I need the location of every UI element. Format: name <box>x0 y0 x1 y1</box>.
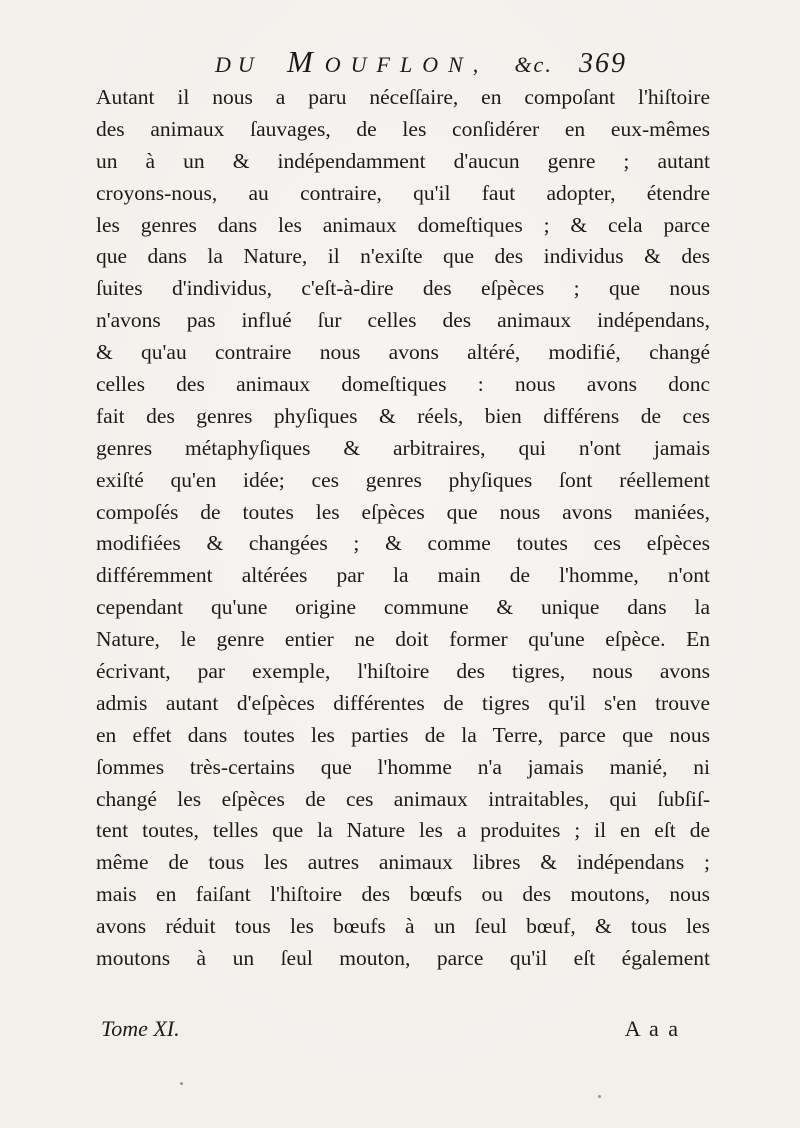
text-line: tent toutes, telles que la Nature les a produites ; il en eſt de <box>96 818 710 843</box>
text-line: fait des genres phyſiques & réels, bien différens de ces <box>96 403 710 428</box>
text-line: exiſté qu'en idée; ces genres phyſiques ſont réellement <box>96 467 710 492</box>
text-line: moutons à un ſeul mouton, parce qu'il eſt également <box>96 946 710 971</box>
text-line: ſuites d'individus, c'eſt-à-dire des eſpèces ; que nous <box>96 276 710 301</box>
text-line: différemment altérées par la main de l'homme, n'ont <box>96 563 710 588</box>
running-head-title-initial: M <box>286 44 325 79</box>
text-line: en effet dans toutes les parties de la Terre, parce que nous <box>96 722 710 747</box>
text-line: cependant qu'une origine commune & unique dans la <box>96 595 710 620</box>
running-head-title-rest: OUFLON, <box>324 52 489 77</box>
running-head <box>215 44 627 84</box>
text-line: avons réduit tous les bœufs à un ſeul bœuf, & tous les <box>96 914 710 939</box>
text-line: Nature, le genre entier ne doit former qu'une eſpèce. En <box>96 627 710 652</box>
text-line: modifiées & changées ; & comme toutes ces eſpèces <box>96 531 710 556</box>
text-line: que dans la Nature, il n'exiſte que des individus & des <box>96 244 710 269</box>
text-line: des animaux ſauvages, de les conſidérer en eux-mêmes <box>96 116 710 141</box>
text-line: celles des animaux domeſtiques : nous avons donc <box>96 372 710 397</box>
text-line: un à un & indépendamment d'aucun genre ; autant <box>96 148 710 173</box>
text-line: changé les eſpèces de ces animaux intraitables, qui ſubſiſ- <box>96 786 710 811</box>
text-line: écrivant, par exemple, l'hiſtoire des tigres, nous avons <box>96 659 710 684</box>
page-footer <box>101 1016 680 1042</box>
text-line: admis autant d'eſpèces différentes de tigres qu'il s'en trouve <box>96 690 710 715</box>
page-number: 369 <box>578 48 627 79</box>
text-line: n'avons pas influé ſur celles des animaux indépendans, <box>96 308 710 333</box>
signature-mark: A a a <box>624 1016 680 1041</box>
running-head-du: DU <box>215 52 261 77</box>
text-line: croyons-nous, au contraire, qu'il faut adopter, étendre <box>96 180 710 205</box>
paper-speck <box>598 1095 601 1098</box>
text-line: les genres dans les animaux domeſtiques ; & cela parce <box>96 212 710 237</box>
volume-label: Tome XI. <box>101 1016 180 1041</box>
running-head-title <box>287 44 488 80</box>
text-line: ſommes très-certains que l'homme n'a jamais manié, ni <box>96 754 710 779</box>
text-line: compoſés de toutes les eſpèces que nous avons maniées, <box>96 499 710 524</box>
paper-speck <box>180 1082 183 1085</box>
running-head-etc: &c. <box>514 52 553 77</box>
text-line: genres métaphyſiques & arbitraires, qui n'ont jamais <box>96 435 710 460</box>
text-line: & qu'au contraire nous avons altéré, modifié, changé <box>96 340 710 365</box>
text-line: même de tous les autres animaux libres & indépendans ; <box>96 850 710 875</box>
body-text <box>96 82 710 975</box>
text-line: Autant il nous a paru néceſſaire, en compoſant l'hiſtoire <box>96 85 710 109</box>
text-line: mais en faiſant l'hiſtoire des bœufs ou des moutons, nous <box>96 882 710 907</box>
